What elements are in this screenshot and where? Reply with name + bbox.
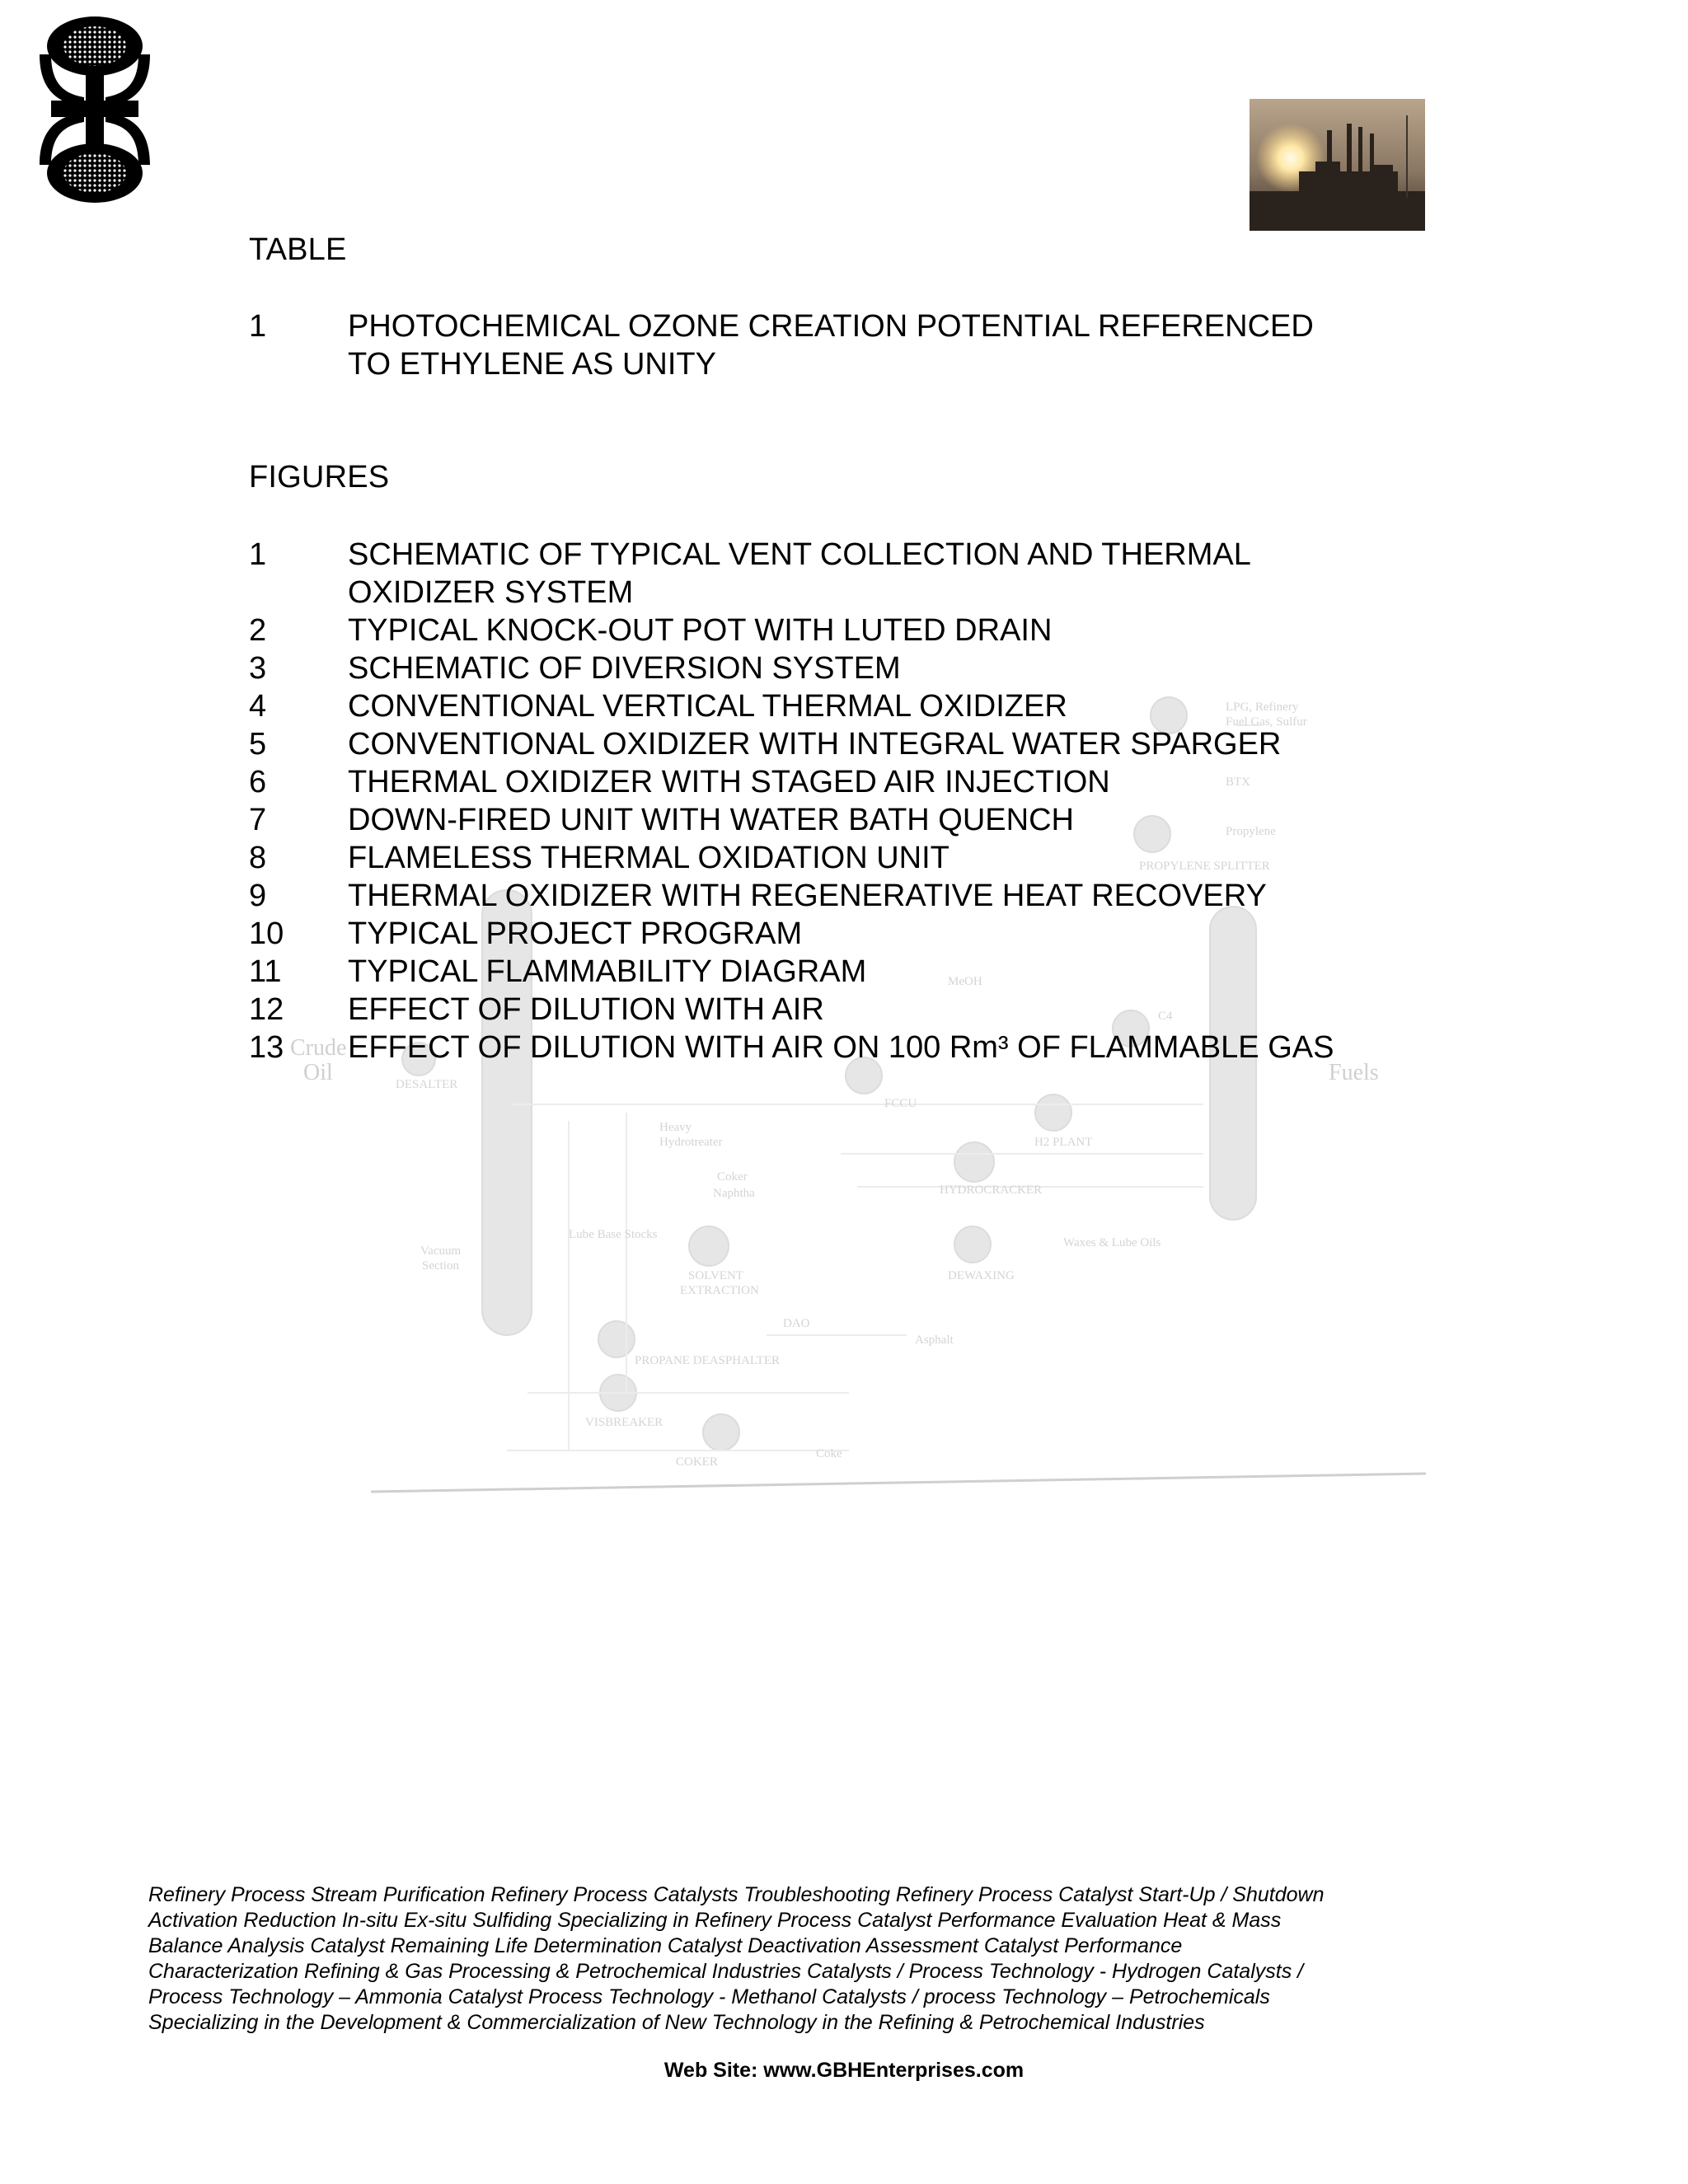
entry-number: 5 [249, 727, 267, 762]
entry-title: TYPICAL KNOCK-OUT POT WITH LUTED DRAIN [348, 613, 1053, 648]
wm-label: H2 PLANT [1034, 1136, 1093, 1149]
entry-number: 9 [249, 879, 267, 913]
website-link[interactable]: Web Site: www.GBHEnterprises.com [663, 2059, 1025, 2082]
entry-number: 3 [249, 651, 267, 686]
entry-number: 13 [249, 1030, 284, 1065]
entry-title: THERMAL OXIDIZER WITH REGENERATIVE HEAT RECOVERY [348, 879, 1267, 913]
wm-label: DAO [783, 1317, 810, 1330]
entry-number: 11 [249, 954, 282, 989]
wm-label: DEWAXING [948, 1269, 1015, 1282]
footer-services-text [148, 1882, 1434, 2036]
wm-label: Section [422, 1259, 459, 1272]
entry-title: EFFECT OF DILUTION WITH AIR [348, 992, 824, 1027]
entry-number: 1 [249, 537, 267, 572]
wm-label: EXTRACTION [680, 1284, 759, 1297]
entry-number: 8 [249, 841, 267, 875]
entry-number: 7 [249, 803, 267, 837]
entry-title: SCHEMATIC OF DIVERSION SYSTEM [348, 651, 901, 686]
footer-line: Specializing in the Development & Commercialization of New Technology in the Refining & Petrochemical Industries [148, 2011, 1205, 2034]
wm-label: Coker [717, 1170, 748, 1183]
wm-label: LPG, Refinery [1226, 701, 1299, 714]
table-section-heading: TABLE [249, 232, 347, 267]
wm-label: Waxes & Lube Oils [1063, 1236, 1161, 1249]
wm-label: MeOH [948, 975, 982, 988]
footer-line: Balance Analysis Catalyst Remaining Life Determination Catalyst Deactivation Assessment Catalyst Performance [148, 1934, 1183, 1957]
entry-title: EFFECT OF DILUTION WITH AIR ON 100 Rm³ OF FLAMMABLE GAS [348, 1030, 1334, 1065]
wm-label: Crude [290, 1035, 347, 1061]
entry-title [348, 307, 1444, 383]
wm-label: DESALTER [396, 1078, 458, 1091]
entry-title-line: TO ETHYLENE AS UNITY [348, 347, 716, 382]
entry-title [348, 536, 1444, 612]
entry-title: TYPICAL FLAMMABILITY DIAGRAM [348, 954, 867, 989]
wm-label: BTX [1226, 776, 1250, 789]
wm-vessel [703, 1414, 739, 1451]
wm-label: C4 [1158, 1010, 1173, 1023]
entry-title: CONVENTIONAL OXIDIZER WITH INTEGRAL WATER SPARGER [348, 727, 1282, 762]
wm-label: Hydrotreater [659, 1136, 723, 1149]
footer-line: Process Technology – Ammonia Catalyst Process Technology - Methanol Catalysts / process Technology – Petrochemicals [148, 1985, 1270, 2008]
wm-vessel [689, 1226, 729, 1266]
wm-vessel [954, 1142, 994, 1182]
wm-label: Propylene [1226, 825, 1276, 838]
footer-line: Characterization Refining & Gas Processing & Petrochemical Industries Catalysts / Process Technology - Hydrogen Catalysts / [148, 1960, 1304, 1983]
entry-number: 4 [249, 689, 267, 724]
wm-label: Asphalt [915, 1333, 954, 1347]
wm-label: Naphtha [713, 1187, 755, 1200]
entry-title-line: PHOTOCHEMICAL OZONE CREATION POTENTIAL REFERENCED [348, 309, 1314, 344]
entry-title-line: SCHEMATIC OF TYPICAL VENT COLLECTION AND THERMAL [348, 537, 1251, 572]
entry-number: 2 [249, 613, 267, 648]
wm-label: Lube Base Stocks [569, 1228, 658, 1241]
wm-vessel [1035, 1094, 1071, 1131]
entry-title: TYPICAL PROJECT PROGRAM [348, 916, 803, 951]
entry-title-line: OXIDIZER SYSTEM [348, 575, 634, 610]
wm-label: Fuels [1329, 1060, 1379, 1085]
entry-title: FLAMELESS THERMAL OXIDATION UNIT [348, 841, 950, 875]
entry-title: DOWN-FIRED UNIT WITH WATER BATH QUENCH [348, 803, 1074, 837]
wm-label: Oil [303, 1060, 333, 1085]
entry-number: 6 [249, 765, 267, 799]
wm-label: HYDROCRACKER [940, 1183, 1043, 1197]
wm-label: Vacuum [420, 1244, 462, 1258]
wm-label: COKER [676, 1455, 718, 1469]
wm-label: SOLVENT [688, 1269, 743, 1282]
footer-line: Refinery Process Stream Purification Refinery Process Catalysts Troubleshooting Refinery Process Catalyst Start-Up / Shutdown [148, 1883, 1325, 1906]
entry-number: 1 [249, 309, 267, 344]
wm-label: Heavy [659, 1121, 692, 1134]
wm-label: PROPANE DEASPHALTER [635, 1354, 781, 1367]
wm-label: PROPYLENE SPLITTER [1139, 860, 1270, 873]
footer-line: Activation Reduction In-situ Ex-situ Sulfiding Specializing in Refinery Process Catalyst Performance Evaluation Heat & Mass [148, 1909, 1282, 1932]
wm-vessel [598, 1321, 635, 1357]
wm-label: VISBREAKER [585, 1416, 663, 1429]
refinery-sunset-photo [1250, 99, 1425, 231]
entry-title: CONVENTIONAL VERTICAL THERMAL OXIDIZER [348, 689, 1067, 724]
wm-vessel [954, 1226, 991, 1263]
entry-number: 12 [249, 992, 284, 1027]
entry-number: 10 [249, 916, 284, 951]
company-logo-icon [33, 15, 157, 206]
figures-section-heading: FIGURES [249, 460, 390, 494]
entry-title: THERMAL OXIDIZER WITH STAGED AIR INJECTION [348, 765, 1110, 799]
wm-label: Coke [816, 1447, 842, 1460]
wm-label: FCCU [884, 1097, 917, 1110]
wm-label: Fuel Gas, Sulfur [1226, 715, 1307, 729]
